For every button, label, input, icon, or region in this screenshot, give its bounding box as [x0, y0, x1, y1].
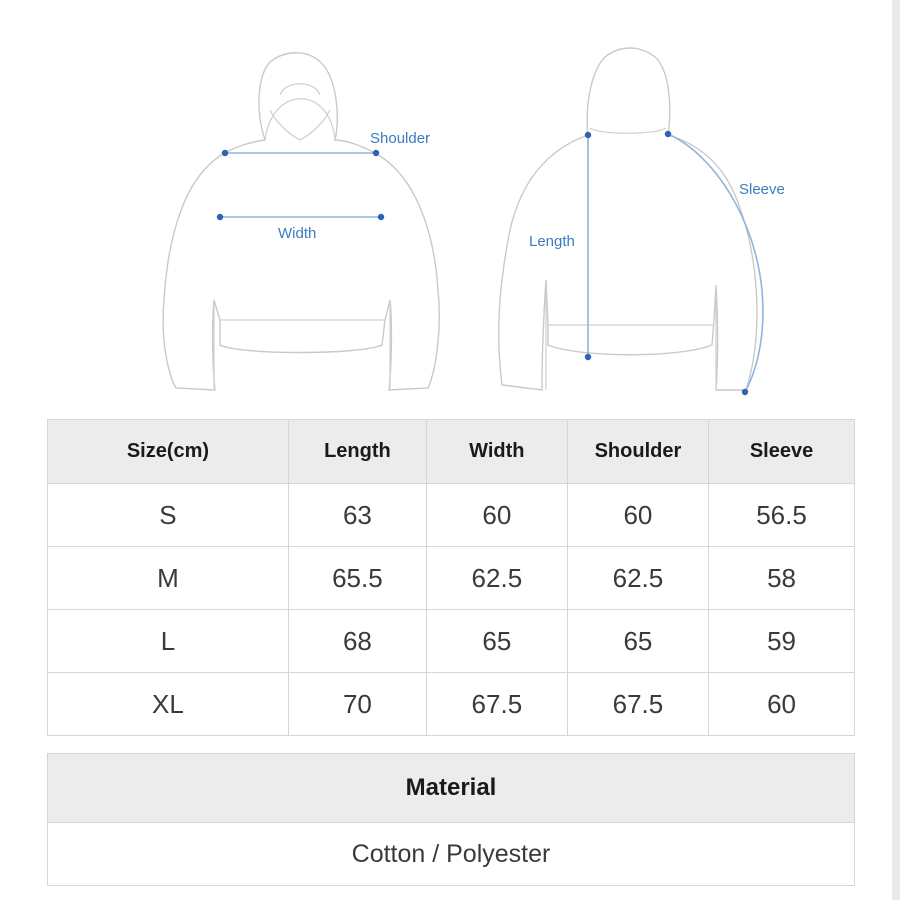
length-label: Length: [529, 233, 575, 250]
hoodie-measurement-diagram: [0, 0, 900, 410]
cell-sleeve: 56.5: [709, 484, 855, 547]
cell-shoulder: 60: [567, 484, 708, 547]
cell-width: 60: [426, 484, 567, 547]
table-row-l: [48, 610, 855, 673]
cell-sleeve: 58: [709, 547, 855, 610]
length-bottom-dot: [585, 354, 591, 360]
sleeve-top-dot: [665, 131, 671, 137]
shoulder-label: Shoulder: [370, 130, 431, 147]
sleeve-label: Sleeve: [739, 181, 785, 198]
cell-width: 62.5: [426, 547, 567, 610]
shoulder-left-dot: [222, 150, 228, 156]
header-shoulder: Shoulder: [567, 420, 708, 484]
header-width: Width: [426, 420, 567, 484]
cell-size: L: [48, 610, 289, 673]
cell-width: 67.5: [426, 673, 567, 736]
hoodie-diagrams: [0, 0, 900, 410]
cell-shoulder: 65: [567, 610, 708, 673]
length-top-dot: [585, 132, 591, 138]
header-sleeve: Sleeve: [709, 420, 855, 484]
cell-length: 65.5: [288, 547, 426, 610]
size-chart-table: [47, 419, 855, 736]
material-table: [47, 753, 855, 886]
sleeve-bottom-dot: [742, 389, 748, 395]
width-left-dot: [217, 214, 223, 220]
width-right-dot: [378, 214, 384, 220]
table-row-m: [48, 547, 855, 610]
material-header: Material: [48, 754, 855, 823]
cell-length: 63: [288, 484, 426, 547]
cell-size: S: [48, 484, 289, 547]
cell-size: M: [48, 547, 289, 610]
front-hoodie-illustration: [163, 53, 439, 390]
table-row-s: [48, 484, 855, 547]
cell-sleeve: 59: [709, 610, 855, 673]
width-label: Width: [278, 225, 317, 242]
cell-length: 68: [288, 610, 426, 673]
header-size: Size(cm): [48, 420, 289, 484]
size-chart-header-row: [48, 420, 855, 484]
cell-width: 65: [426, 610, 567, 673]
header-length: Length: [288, 420, 426, 484]
cell-size: XL: [48, 673, 289, 736]
material-value: Cotton / Polyester: [48, 823, 855, 886]
table-row-xl: [48, 673, 855, 736]
cell-shoulder: 67.5: [567, 673, 708, 736]
shoulder-right-dot: [373, 150, 379, 156]
cell-sleeve: 60: [709, 673, 855, 736]
cell-shoulder: 62.5: [567, 547, 708, 610]
cell-length: 70: [288, 673, 426, 736]
back-hoodie-illustration: [499, 48, 785, 395]
